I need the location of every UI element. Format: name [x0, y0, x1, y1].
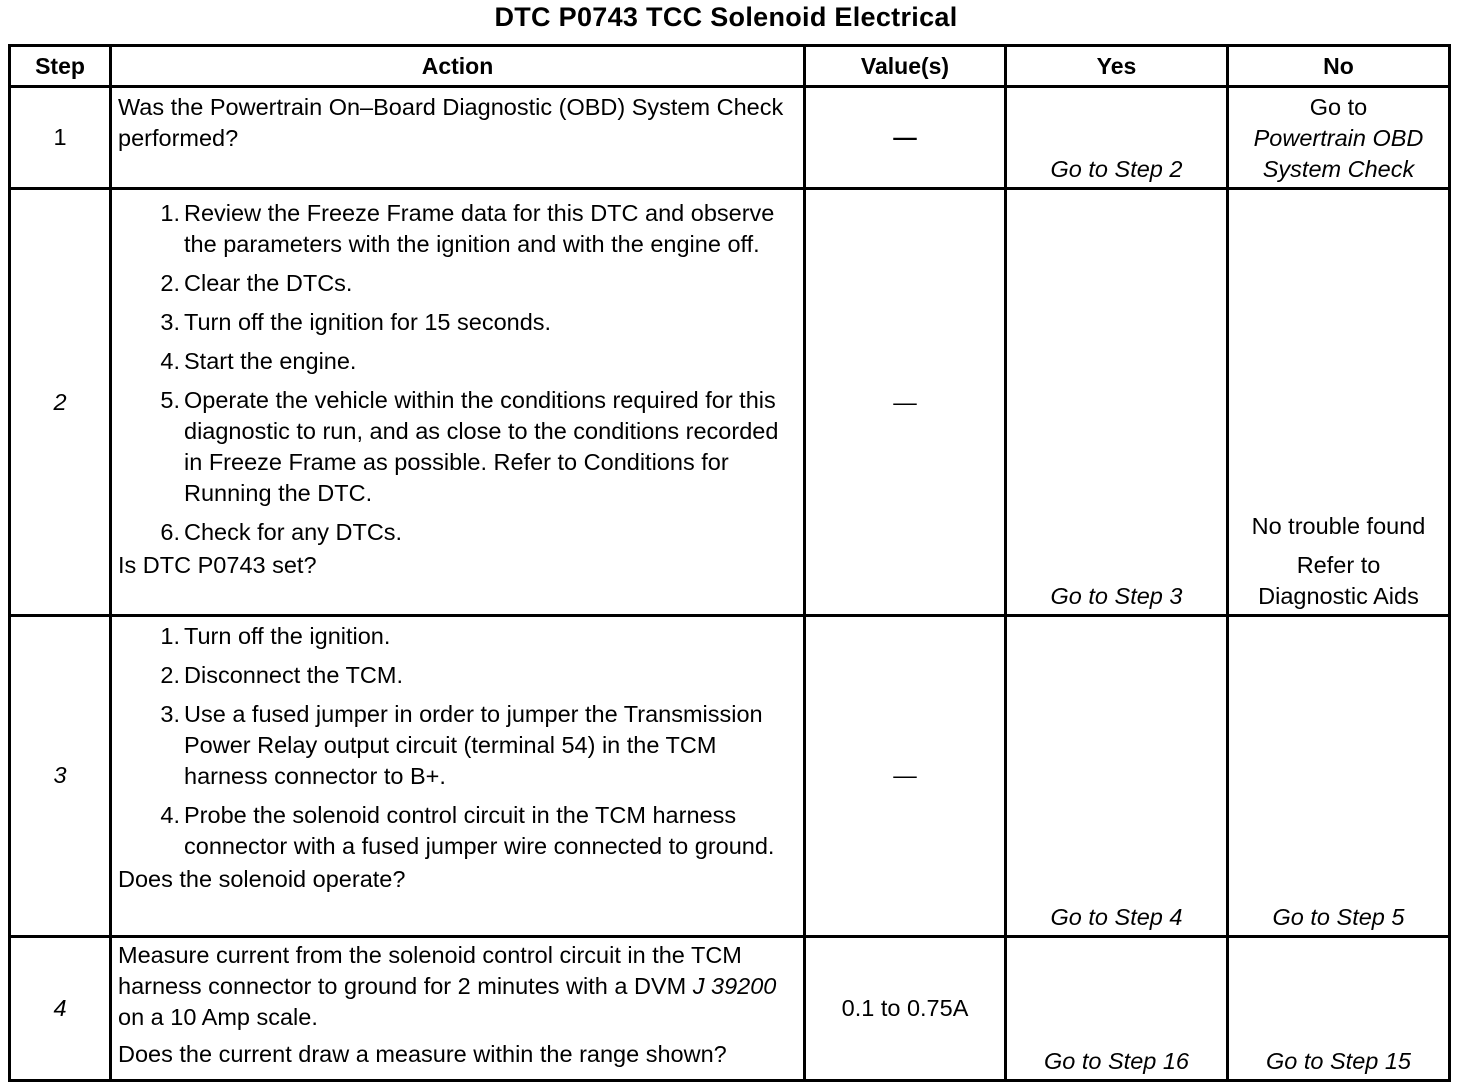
- value-cell: [805, 936, 1006, 1080]
- list-item-text: Check for any DTCs.: [184, 519, 403, 546]
- no-cell: [1228, 87, 1450, 189]
- tool-number: J 39200: [692, 972, 777, 999]
- no-link[interactable]: Go to Step 15: [1265, 1048, 1412, 1074]
- action-cell: [111, 189, 805, 616]
- yes-link[interactable]: Go to Step 2: [1050, 156, 1183, 183]
- question-text: Does the current draw a measure within the range shown?: [118, 1040, 727, 1067]
- value-text: 0.1 to 0.75A: [841, 994, 969, 1021]
- table-row: [10, 87, 1450, 189]
- no-cell: [1228, 189, 1450, 616]
- list-item-text: Disconnect the TCM.: [184, 662, 403, 689]
- list-item: 2. Clear the DTCs.: [160, 270, 353, 297]
- no-text: Go to: [1309, 94, 1368, 121]
- list-item-text: Clear the DTCs.: [184, 270, 353, 297]
- action-list: [118, 621, 799, 862]
- question-text: Does the solenoid operate?: [118, 866, 406, 893]
- yes-link[interactable]: Go to Step 3: [1050, 583, 1183, 610]
- value-cell: [805, 616, 1006, 937]
- yes-link[interactable]: Go to Step 16: [1043, 1048, 1190, 1074]
- yes-cell: [1006, 189, 1228, 616]
- no-cell: [1228, 616, 1450, 937]
- value-cell: [805, 189, 1006, 616]
- action-text: [118, 940, 799, 1033]
- list-item: 6. Check for any DTCs.: [160, 519, 403, 546]
- yes-link[interactable]: Go to Step 4: [1050, 903, 1183, 930]
- list-item: 4. Start the engine.: [160, 348, 357, 375]
- step-number: 2: [10, 189, 111, 616]
- yes-cell: [1006, 616, 1228, 937]
- diagnostic-table: [8, 44, 1451, 1082]
- yes-cell: [1006, 936, 1228, 1080]
- question-text: Is DTC P0743 set?: [118, 552, 317, 579]
- list-item: 3. Use a fused jumper in order to jumper the Transmission Power Relay output circuit (terminal 54) in the TCM harness connector to B+.: [160, 701, 763, 790]
- step-number: 3: [10, 616, 111, 937]
- list-item-text: Review the Freeze Frame data for this DTC and observe the parameters with the ignition and with the engine off.: [184, 200, 775, 258]
- no-link[interactable]: Go to Step 5: [1272, 903, 1405, 930]
- action-cell: [111, 616, 805, 937]
- list-item: 5. Operate the vehicle within the conditions required for this diagnostic to run, and as close to the conditions recorded in Freeze Frame as possible. Refer to Conditions for Running the DTC.: [160, 387, 779, 507]
- list-item-text: Start the engine.: [184, 348, 357, 375]
- header-no: No: [1228, 46, 1450, 87]
- list-item-text: Use a fused jumper in order to jumper the Transmission Power Relay output circuit (terminal 54) in the TCM harness connector to B+.: [184, 701, 763, 790]
- list-item-text: Probe the solenoid control circuit in the TCM harness connector with a fused jumper wire connected to ground.: [184, 802, 775, 860]
- action-text-a: Measure current from the solenoid control circuit in the TCM harness connector to ground for 2 minutes with a DVM: [118, 941, 742, 999]
- action-text-b: on a 10 Amp scale.: [118, 1003, 318, 1030]
- list-item: 4. Probe the solenoid control circuit in the TCM harness connector with a fused jumper wire connected to ground.: [160, 802, 775, 860]
- value-cell: [805, 87, 1006, 189]
- action-list: [118, 198, 799, 548]
- no-cell: [1228, 936, 1450, 1080]
- header-step: Step: [10, 46, 111, 87]
- header-values: Value(s): [805, 46, 1006, 87]
- value-text: —: [893, 388, 917, 415]
- action-text: Was the Powertrain On–Board Diagnostic (OBD) System Check performed?: [118, 94, 784, 151]
- table-row: [10, 189, 1450, 616]
- list-item-text: Turn off the ignition.: [184, 623, 391, 650]
- no-link[interactable]: Refer to Diagnostic Aids: [1258, 552, 1419, 610]
- table-row: [10, 616, 1450, 937]
- value-text: —: [893, 124, 917, 151]
- list-item: 1. Turn off the ignition.: [160, 623, 391, 650]
- no-text: No trouble found: [1251, 513, 1426, 540]
- yes-cell: [1006, 87, 1228, 189]
- value-text: —: [893, 762, 917, 789]
- table-row: [10, 936, 1450, 1080]
- no-link[interactable]: Powertrain OBD System Check: [1253, 125, 1424, 183]
- step-number: 1: [10, 87, 111, 189]
- header-action: Action: [111, 46, 805, 87]
- list-item: 1. Review the Freeze Frame data for this DTC and observe the parameters with the ignition and with the engine off.: [160, 200, 775, 258]
- list-item-text: Turn off the ignition for 15 seconds.: [184, 309, 552, 336]
- list-item-text: Operate the vehicle within the conditions required for this diagnostic to run, and as close to the conditions recorded in Freeze Frame as possible. Refer to Conditions for Running the DTC.: [184, 387, 779, 507]
- header-yes: Yes: [1006, 46, 1228, 87]
- list-item: 2. Disconnect the TCM.: [160, 662, 403, 689]
- page-title: DTC P0743 TCC Solenoid Electrical: [494, 2, 958, 32]
- action-cell: [111, 936, 805, 1080]
- action-cell: [111, 87, 805, 189]
- step-number: 4: [10, 936, 111, 1080]
- list-item: 3. Turn off the ignition for 15 seconds.: [160, 309, 552, 336]
- header-row: [10, 46, 1450, 87]
